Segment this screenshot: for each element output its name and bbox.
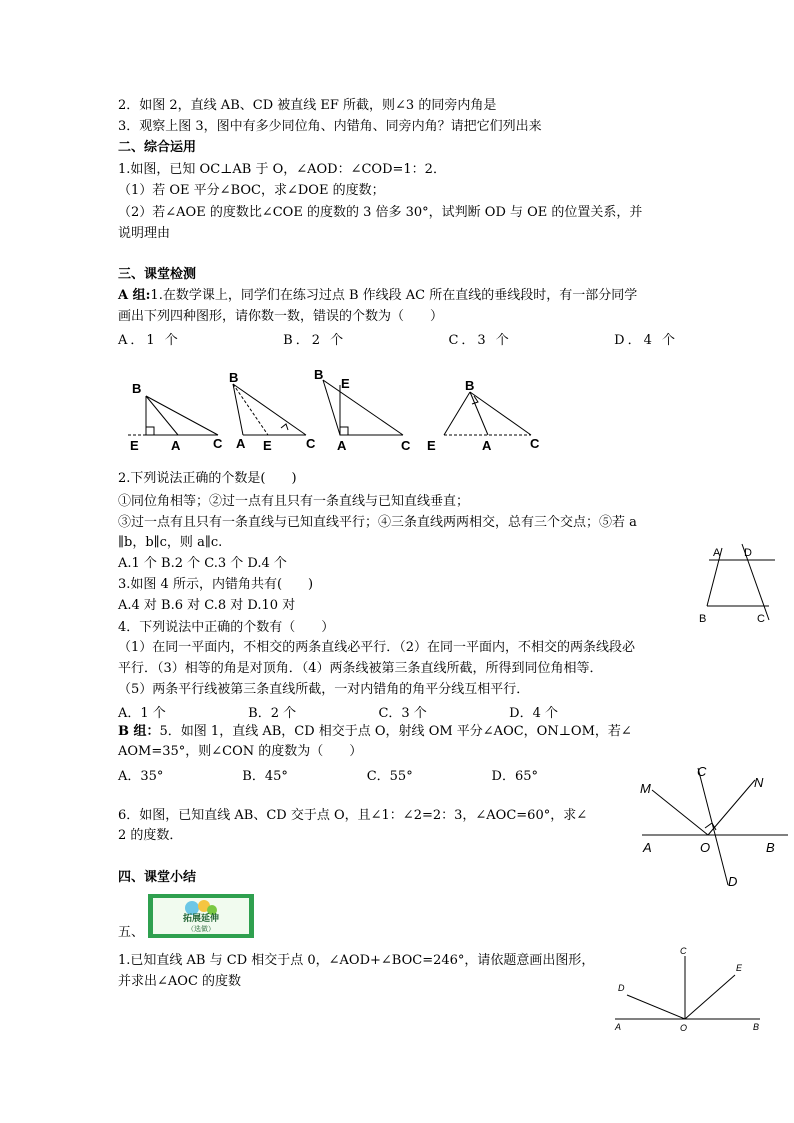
s3-q2-s2: ③过一点有且只有一条直线与已知直线平行；④三条直线两两相交，总有三个交点；⑤若 a bbox=[118, 515, 637, 530]
groupB-label: B 组： bbox=[118, 724, 160, 739]
s3-q3: 3.如图 4 所示，内错角共有( ) bbox=[118, 577, 314, 592]
s3-q2-options: A.1 个 B.2 个 C.3 个 D.4 个 bbox=[118, 556, 287, 571]
s3-q6-line2: 2 的度数． bbox=[118, 828, 183, 843]
fig-mn-label-n: N bbox=[754, 775, 764, 790]
fig-last-label-a: A bbox=[615, 1022, 622, 1032]
s3-q1-text: 1.在数学课上，同学们在练习过点 B 作线段 AC 所在直线的垂线段时，有一部分同学 bbox=[150, 288, 638, 303]
s3-q4-options bbox=[118, 702, 558, 721]
q5-option-c: C．55° bbox=[366, 769, 413, 784]
q2-line: 2．如图 2，直线 AB、CD 被直线 EF 所截，则∠3 的同旁内角是 bbox=[118, 98, 497, 113]
fig-c-label-c: C bbox=[401, 438, 411, 453]
s3-q5-line1 bbox=[118, 723, 632, 741]
q4-option-c: C．3 个 bbox=[378, 706, 427, 721]
q4-option-a: A．1 个 bbox=[118, 706, 166, 721]
fig-b-label-b: B bbox=[229, 370, 239, 385]
fig-last-label-b: B bbox=[753, 1022, 760, 1032]
q5-option-d: D．65° bbox=[491, 769, 538, 784]
fig-mn-label-o: O bbox=[700, 840, 711, 855]
q4-option-b: B．2 个 bbox=[248, 706, 297, 721]
fig-b-label-c: C bbox=[306, 436, 316, 451]
q1-option-d: D．4 个 bbox=[614, 333, 678, 348]
extension-banner bbox=[148, 894, 254, 938]
fig-last-label-o: O bbox=[680, 1023, 688, 1033]
s3-q2: 2.下列说法正确的个数是( ) bbox=[118, 471, 297, 486]
q4-option-d: D．4 个 bbox=[509, 706, 558, 721]
s3-q1-options bbox=[118, 329, 678, 348]
q1-option-a: A．1 个 bbox=[118, 333, 181, 348]
s5-q1-line2: 并求出∠AOC 的度数 bbox=[118, 974, 242, 989]
fig-mn-label-d: D bbox=[728, 874, 738, 889]
fig-a-label-c: C bbox=[213, 436, 223, 451]
banner-text: 拓展延伸 bbox=[182, 913, 220, 923]
s3-q5-line2: AOM=35°，则∠CON 的度数为（ ） bbox=[118, 744, 363, 759]
trapezoid-figure bbox=[695, 540, 785, 630]
fig-b-label-a: A bbox=[236, 436, 246, 451]
q5-option-b: B．45° bbox=[242, 769, 288, 784]
s3-q2-s1: ①同位角相等；②过一点有且只有一条直线与已知直线垂直； bbox=[118, 494, 470, 509]
s3-q1-line1 bbox=[118, 287, 637, 305]
fig-d-label-a: A bbox=[482, 438, 492, 453]
fig-a-label-b: B bbox=[132, 381, 142, 396]
s3-q4-s2: 平行．（3）相等的角是对顶角．（4）两条线被第三条直线所截，所得到同位角相等． bbox=[118, 661, 603, 676]
fig-mn-label-c: C bbox=[697, 764, 707, 779]
s2-q1-part2a: （2）若∠AOE 的度数比∠COE 的度数的 3 倍多 30°，试判断 OD 与 OE 的位置关系，并 bbox=[118, 205, 643, 220]
s3-q5-options bbox=[118, 765, 538, 784]
fig4-label-d: D bbox=[744, 547, 752, 559]
s2-q1: 1.如图，已知 OC⊥AB 于 O，∠AOD：∠COD=1：2． bbox=[118, 162, 446, 177]
fig-mn-label-m: M bbox=[640, 781, 651, 796]
q5-option-a: A．35° bbox=[118, 769, 164, 784]
fig4-label-c: C bbox=[757, 613, 765, 625]
fig-a-label-e: E bbox=[130, 438, 139, 453]
s3-q4-s1: （1）在同一平面内，不相交的两条直线必平行．（2）在同一平面内，不相交的两条线段必 bbox=[118, 640, 636, 655]
fig-b-label-e: E bbox=[263, 438, 272, 453]
section2-title: 二、综合运用 bbox=[118, 140, 197, 155]
s3-q4: 4．下列说法中正确的个数有（ ） bbox=[118, 620, 335, 635]
s3-q3-options: A.4 对 B.6 对 C.8 对 D.10 对 bbox=[118, 598, 296, 613]
section5-title: 五、 bbox=[118, 925, 145, 940]
q1-option-b: B．2 个 bbox=[283, 333, 347, 348]
fig-mn-label-b: B bbox=[766, 840, 775, 855]
fig4-label-a: A bbox=[713, 547, 721, 559]
fig-last-label-e: E bbox=[736, 963, 743, 973]
angle-mn-figure bbox=[630, 760, 790, 895]
groupA-label: A 组: bbox=[118, 288, 151, 303]
s3-q1-line2: 画出下列四种图形，请你数一数，错误的个数为（ ） bbox=[118, 309, 444, 324]
fig-c-label-e: E bbox=[341, 376, 350, 391]
s2-q1-part2b: 说明理由 bbox=[118, 226, 171, 241]
section4-title: 四、课堂小结 bbox=[118, 870, 197, 885]
banner-sub: （选做） bbox=[187, 926, 215, 933]
fig-c-label-a: A bbox=[337, 438, 347, 453]
s3-q2-s3: ∥b，b∥c，则 a∥c. bbox=[118, 535, 223, 550]
fig-last-label-d: D bbox=[618, 983, 625, 993]
fig-d-label-c: C bbox=[530, 436, 540, 451]
s3-q4-s3: （5）两条平行线被第三条直线所截，一对内错角的角平分线互相平行． bbox=[118, 682, 530, 697]
q3-line: 3．观察上图 3，图中有多少同位角、内错角、同旁内角？请把它们列出来 bbox=[118, 119, 542, 134]
fig-d-label-b: B bbox=[465, 378, 475, 393]
triangles-figure bbox=[118, 362, 558, 454]
fig-a-label-a: A bbox=[171, 438, 181, 453]
angle-last-figure bbox=[605, 940, 780, 1035]
s2-q1-part1: （1）若 OE 平分∠BOC，求∠DOE 的度数； bbox=[118, 183, 385, 198]
s3-q6-line1: 6．如图，已知直线 AB、CD 交于点 O，且∠1：∠2=2：3，∠AOC=60°，求∠ bbox=[118, 808, 588, 823]
section3-title: 三、课堂检测 bbox=[118, 267, 197, 282]
s3-q5-text: 5．如图 1，直线 AB，CD 相交于点 O，射线 OM 平分∠AOC，ON⊥OM，若∠ bbox=[159, 724, 632, 739]
fig4-label-b: B bbox=[699, 613, 707, 625]
fig-last-label-c: C bbox=[680, 946, 687, 956]
fig-c-label-b: B bbox=[314, 367, 324, 382]
s5-q1-line1: 1.已知直线 AB 与 CD 相交于点 0，∠AOD+∠BOC=246°，请依题意画出图形， bbox=[118, 953, 595, 968]
q1-option-c: C．3 个 bbox=[448, 333, 512, 348]
fig-d-label-e: E bbox=[427, 438, 436, 453]
fig-mn-label-a: A bbox=[643, 840, 652, 855]
